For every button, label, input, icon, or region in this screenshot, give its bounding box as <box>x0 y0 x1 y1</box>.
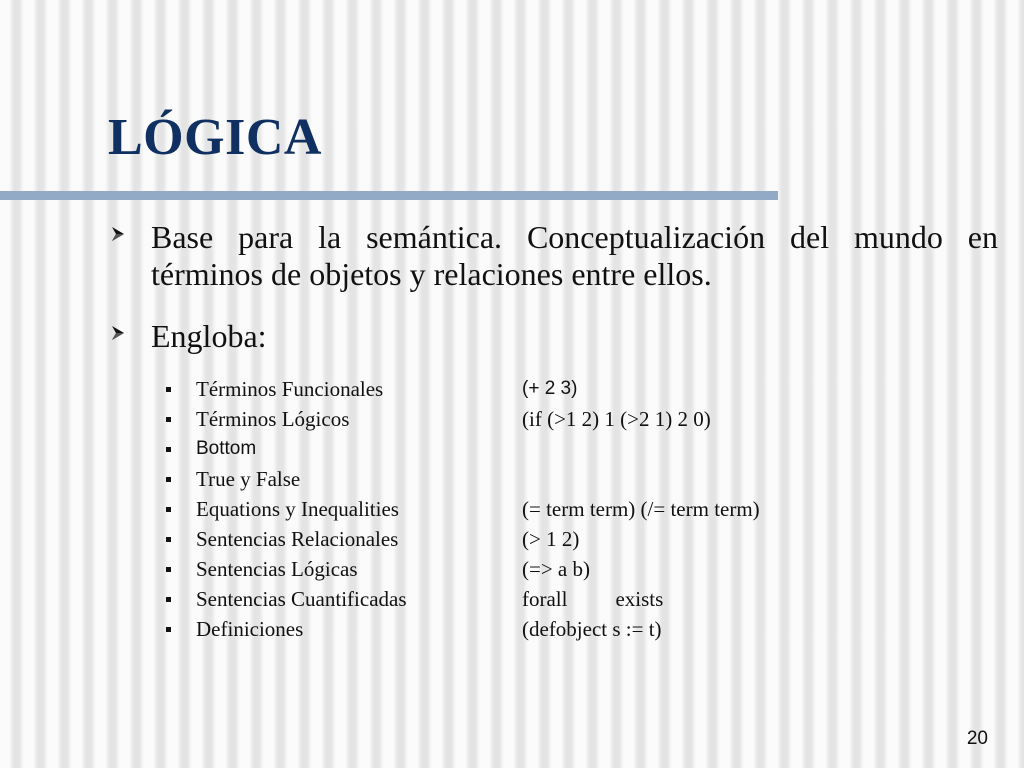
square-bullet-icon <box>166 417 171 422</box>
term-label: Sentencias Relacionales <box>196 527 399 551</box>
list-item <box>164 464 864 494</box>
example-forall: forall <box>522 587 568 611</box>
example-text <box>522 584 663 614</box>
list-item <box>164 584 864 614</box>
example-text: (=> a b) <box>522 557 590 581</box>
list-item <box>164 404 864 434</box>
example-text: (if (>1 2) 1 (>2 1) 2 0) <box>522 407 711 431</box>
term-label: True y False <box>196 467 301 491</box>
list-item <box>164 434 864 464</box>
bullet-text: Base para la semántica. Conceptualización del mundo en términos de objetos y relaciones entre ellos. <box>151 219 998 292</box>
bullet-item <box>110 219 998 293</box>
title-divider <box>0 191 778 200</box>
example-text: (> 1 2) <box>522 527 580 551</box>
term-label: Equations y Inequalities <box>196 497 399 521</box>
list-item <box>164 374 864 404</box>
arrow-bullet-icon <box>110 223 128 245</box>
sub-bullet-list <box>164 374 864 644</box>
square-bullet-icon <box>166 567 171 572</box>
square-bullet-icon <box>166 537 171 542</box>
example-exists: exists <box>615 587 664 611</box>
example-text: (defobject s := t) <box>522 617 662 641</box>
term-label: Términos Funcionales <box>196 377 384 401</box>
square-bullet-icon <box>166 477 171 482</box>
list-item <box>164 524 864 554</box>
term-label: Sentencias Cuantificadas <box>196 587 407 611</box>
example-text: (+ 2 3) <box>522 378 578 399</box>
square-bullet-icon <box>166 627 171 632</box>
list-item <box>164 494 864 524</box>
arrow-bullet-icon <box>110 322 128 344</box>
term-label: Bottom <box>196 438 257 459</box>
term-label: Sentencias Lógicas <box>196 557 358 581</box>
slide-title: LÓGICA <box>108 109 322 166</box>
square-bullet-icon <box>166 597 171 602</box>
list-item <box>164 554 864 584</box>
example-text: (= term term) (/= term term) <box>522 497 760 521</box>
bullet-item <box>110 318 998 355</box>
square-bullet-icon <box>166 507 171 512</box>
list-item <box>164 614 864 644</box>
page-number: 20 <box>966 728 988 749</box>
term-label: Definiciones <box>196 617 304 641</box>
square-bullet-icon <box>166 447 171 452</box>
bullet-text: Engloba: <box>151 318 267 354</box>
square-bullet-icon <box>166 387 171 392</box>
term-label: Términos Lógicos <box>196 407 350 431</box>
